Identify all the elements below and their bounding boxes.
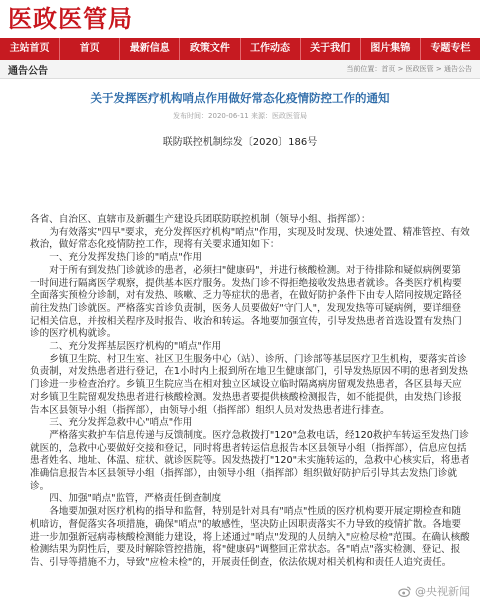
nav-item-policies[interactable]: 政策文件 — [180, 38, 240, 60]
nav-item-home[interactable]: 首页 — [60, 38, 120, 60]
paragraph: 对于所有到发热门诊就诊的患者，必须扫"健康码"，并进行核酸检测。对于待排除和疑似病例要第一时间进行隔离医学观察，提供基本医疗服务。发热门诊不得拒绝接收发热患者就诊。各类医疗机构要全面落实预检分诊制，对有发热、咳嗽、乏力等症状的患者，在做好防护条件下由专人陪同按规定路径前往发热门诊就医。严格落实首诊负责制，医务人员要做好"守门人"，发现发热等可疑病例，要详细登记相关信息，并按相关程序及时报告、收治和转运。各地要加强宣传，引导发热患者首选设置有发热门诊的医疗机构就诊。 — [30, 264, 462, 340]
nav-item-topics[interactable]: 专题专栏 — [430, 43, 471, 54]
weibo-icon — [398, 584, 412, 598]
section-heading: 三、充分发挥急救中心"哨点"作用 — [49, 417, 193, 429]
site-logo[interactable]: 医政医管局 — [8, 5, 133, 33]
paragraph: 严格落实救护车信息传递与反馈制度。医疗急救拨打"120"急救电话，经120救护车转运至发热门诊就医的，急救中心要做好交接和登记，同时将患者转运信息报告本区县领导小组（指挥部），信息应包括患者姓名、地址、体温、症状、就诊医院等。因发热拨打"120"未实施转运的，急救中心核实后，将患者准确信息报告本区县领导小组（指挥部），由领导小组（指挥部）组织做好防护后引导其去发热门诊就诊。 — [30, 429, 470, 492]
paragraph: 为有效落实"四早"要求，充分发挥医疗机构"哨点"作用，实现及时发现、快速处置、精准管控、有效救治，做好常态化疫情防控工作，现将有关要求通知如下： — [30, 226, 470, 251]
section-heading: 一、充分发挥发热门诊的"哨点"作用 — [49, 252, 202, 264]
section-heading: 二、充分发挥基层医疗机构的"哨点"作用 — [49, 341, 222, 353]
site-header — [0, 0, 480, 39]
nav-item-work-news[interactable]: 工作动态 — [241, 38, 301, 60]
nav-item-gallery[interactable]: 图片集锦 — [361, 38, 421, 60]
nav-item-about[interactable]: 关于我们 — [301, 38, 361, 60]
paragraph: 各地要加强对医疗机构的指导和监督，特别是针对具有"哨点"性质的医疗机构要开展定期检查和随机暗访，督促落实各项措施，确保"哨点"的敏感性，坚决防止因职责落实不力导致的疫情扩散。各地要进一步加强新冠病毒核酸检测能力建设，将上述通过"哨点"发现的人员纳入"应检尽检"范围。在确认核酸检测结果为阴性后，要及时解除管控措施，将"健康码"调整回正常状态。各"哨点"落实检测、登记、报告、引导等措施不力，导致"应检未检"的，开展责任倒查，依法依规对相关机构和责任人追究责任。 — [30, 506, 470, 568]
watermark-text: @央视新闻 — [415, 585, 470, 598]
breadcrumb[interactable]: 当前位置：首页 > 医政医管 > 通告公告 — [346, 65, 472, 73]
document-number: 联防联控机制综发〔2020〕186号 — [162, 137, 318, 148]
main-nav — [0, 38, 480, 60]
article-title: 关于发挥医疗机构哨点作用做好常态化疫情防控工作的通知 — [90, 91, 390, 105]
addressee: 各省、自治区、直辖市及新疆生产建设兵团联防联控机制（领导小组、指挥部）： — [30, 214, 371, 225]
section-bar — [0, 60, 480, 79]
article-meta: 发布时间：2020-06-11 来源：医政医管局 — [173, 112, 307, 120]
article-header — [0, 90, 480, 148]
paragraph: 乡镇卫生院、村卫生室、社区卫生服务中心（站）、诊所、门诊部等基层医疗卫生机构，要落实首诊负责制，对发热患者进行登记，在1小时内上报到所在地卫生健康部门，引导发热原因不明的患者到发热门诊进一步检查治疗。乡镇卫生院应当在相对独立区域设立临时隔离病房留观发热患者，各区县每天应对乡镇卫生院留观发热患者进行核酸检测。发热患者要提供核酸检测报告，如不能提供，由发热门诊报告本区县领导小组（指挥部），由领导小组（指挥部）组织人员对发热患者进行排查。 — [30, 353, 468, 416]
section-heading: 四、加强"哨点"监管，严格责任倒查制度 — [49, 493, 222, 505]
section-title: 通告公告 — [8, 66, 48, 77]
article-body — [30, 214, 470, 570]
nav-item-main-site[interactable]: 主站首页 — [0, 38, 60, 60]
watermark — [398, 583, 470, 599]
nav-item-latest[interactable]: 最新信息 — [120, 38, 180, 60]
